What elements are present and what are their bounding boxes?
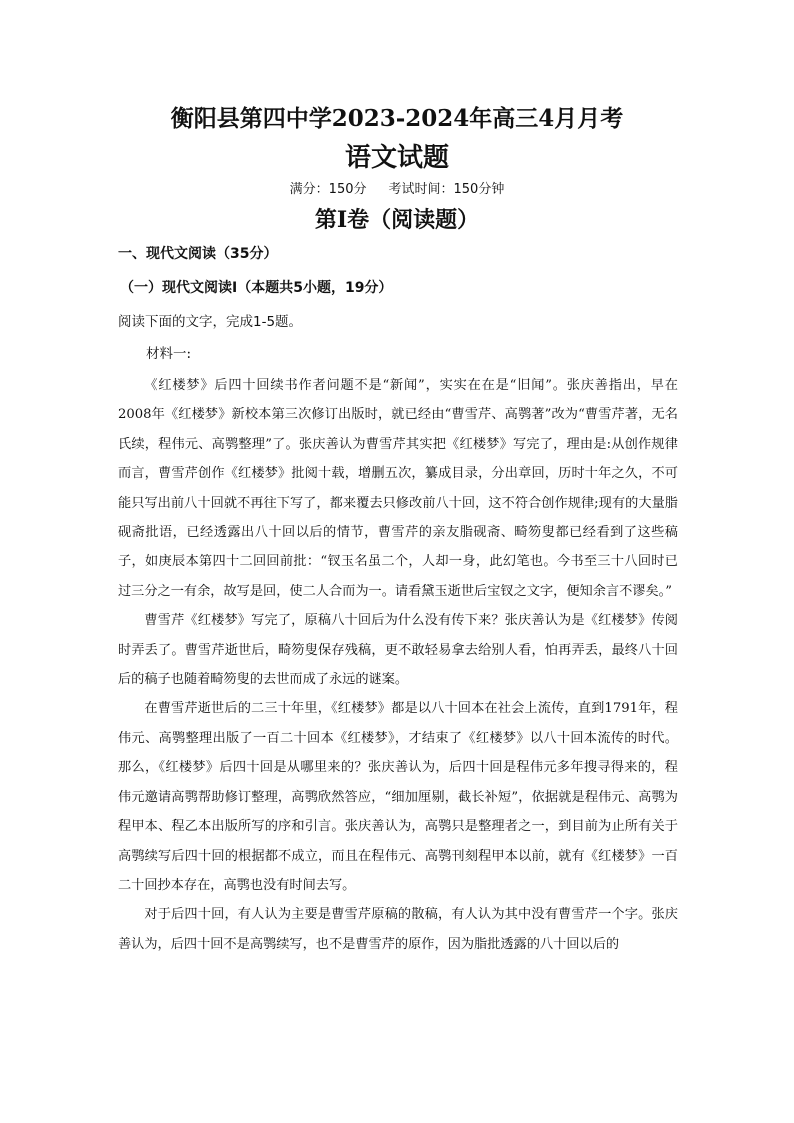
paragraph: 曹雪芹《红楼梦》写完了，原稿八十回后为什么没有传下来？张庆善认为是《红楼梦》传阅时弄丢了。曹雪芹逝世后，畸笏叟保存残稿，更不敢轻易拿去给别人看，怕再弄丢，最终八十回后的稿子也随着畸笏叟的去世而成了永远的谜案。 bbox=[118, 613, 678, 688]
subsection-heading: （一）现代文阅读Ⅰ（本题共5小题，19分） bbox=[120, 280, 393, 296]
paragraph: 对于后四十回，有人认为主要是曹雪芹原稿的散稿，有人认为其中没有曹雪芹一个字。张庆善认为，后四十回不是高鹗续写，也不是曹雪芹的原作，因为脂批透露的八十回以后的 bbox=[118, 907, 678, 952]
reading-instruction: 阅读下面的文字，完成1-5题。 bbox=[118, 314, 303, 330]
paragraph: 在曹雪芹逝世后的二三十年里，《红楼梦》都是以八十回本在社会上流传，直到1791年，程伟元、高鹗整理出版了一百二十回本《红楼梦》，才结束了《红楼梦》以八十回本流传的时代。那么，《红楼梦》后四十回是从哪里来的？张庆善认为，后四十回是程伟元多年搜寻得来的，程伟元邀请高鹗帮助修订整理，高鹗欣然答应，“细加厘剔，截长补短”，依据就是程伟元、高鹗为程甲本、程乙本出版所写的序和引言。张庆善认为，高鹗只是整理者之一，到目前为止所有关于高鹗续写后四十回的根据都不成立，而且在程伟元、高鹗刊刻程甲本以前，就有《红楼梦》一百二十回抄本存在，高鹗也没有时间去写。 bbox=[118, 701, 678, 893]
volume-title: 第Ⅰ卷（阅读题） bbox=[314, 207, 480, 233]
material-label: 材料一: bbox=[146, 346, 192, 362]
paragraph: 《红楼梦》后四十回续书作者问题不是“新闻”，实实在在是“旧闻”。张庆善指出，早在2008年《红楼梦》新校本第三次修订出版时，就已经由“曹雪芹、高鹗著”改为“曹雪芹著，无名氏续，程伟元、高鹗整理”了。张庆善认为曹雪芹其实把《红楼梦》写完了，理由是:从创作规律而言，曹雪芹创作《红楼梦》批阅十载，增删五次，纂成目录，分出章回，历时十年之久，不可能只写出前八十回就不再往下写了，都来覆去只修改前八十回，这不符合创作规律;现有的大量脂砚斋批语，已经透露出八十回以后的情节，曹雪芹的亲友脂砚斋、畸笏叟都已经看到了这些稿子，如庚辰本第四十二回回前批：“钗玉名虽二个，人却一身，此幻笔也。今书至三十八回时已过三分之一有余，故写是回，使二人合而为一。请看黛玉逝世后宝钗之文字，便知余言不谬矣。” bbox=[118, 378, 678, 599]
exam-time: 考试时间：150分钟 bbox=[388, 182, 505, 197]
full-score: 满分：150分 bbox=[289, 182, 367, 197]
school-exam-title: 衡阳县第四中学2023-2024年高三4月月考 bbox=[170, 105, 624, 132]
exam-meta bbox=[0, 180, 794, 200]
subject-title: 语文试题 bbox=[344, 143, 449, 173]
section-heading: 一、现代文阅读（35分） bbox=[118, 246, 278, 262]
passage-body bbox=[118, 371, 678, 959]
